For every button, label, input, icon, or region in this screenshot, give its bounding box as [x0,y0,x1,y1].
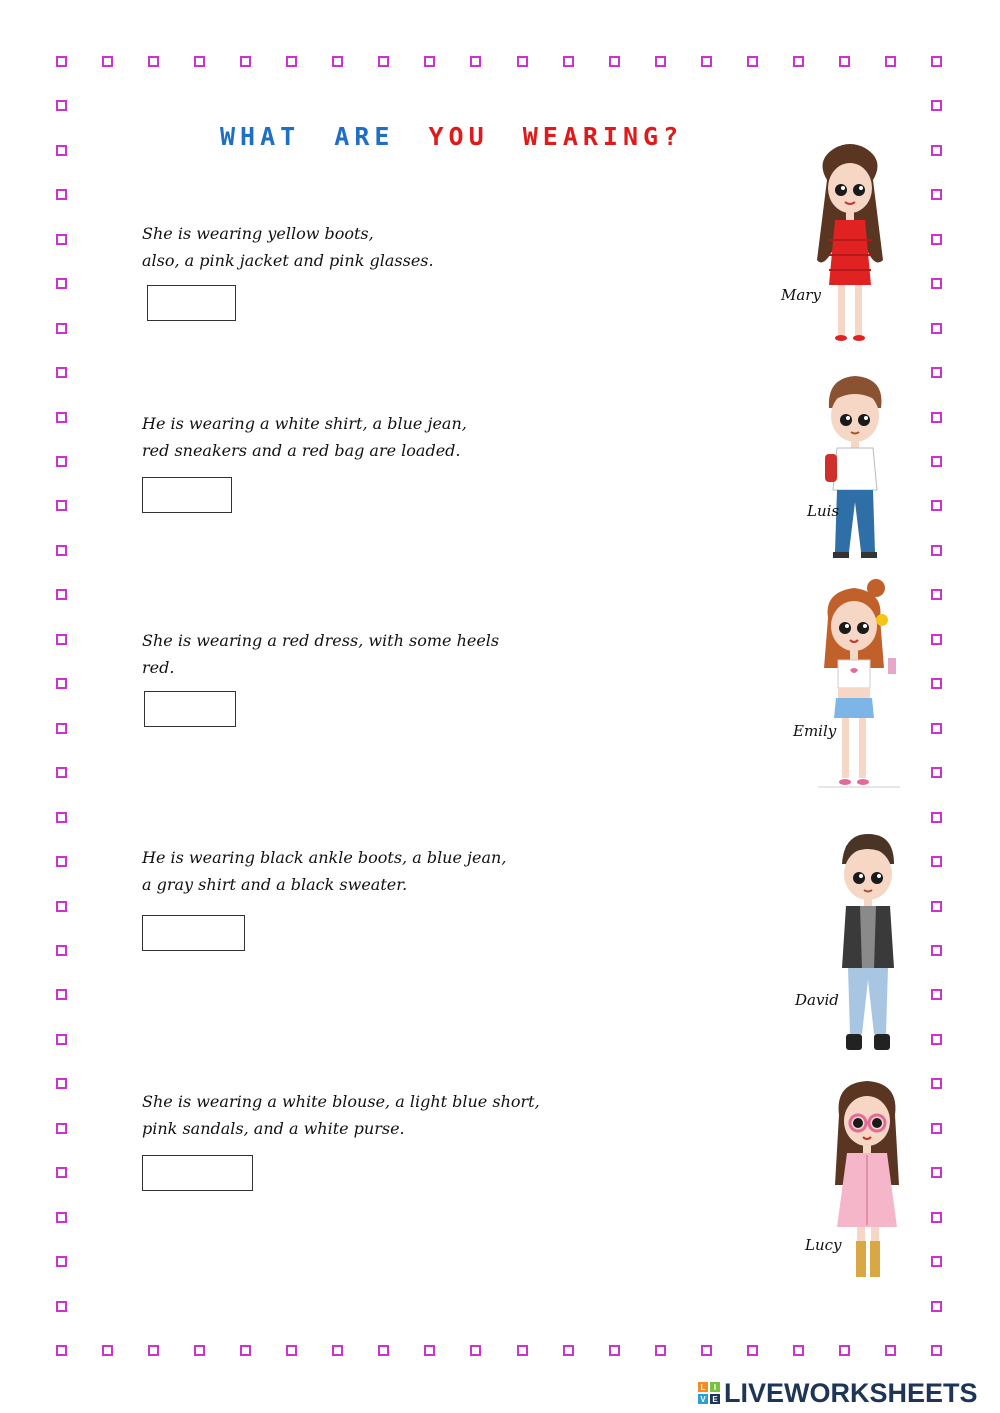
border-square [56,145,67,156]
exercise-3-line-1: She is wearing a red dress, with some heels [142,631,500,650]
exercise-2-description [142,410,467,464]
border-square [56,767,67,778]
border-square [240,56,251,67]
border-square [517,1345,528,1356]
border-square [931,456,942,467]
border-square [240,1345,251,1356]
border-square [56,989,67,1000]
border-square [931,323,942,334]
exercise-1-line-1: She is wearing yellow boots, [142,224,374,243]
border-square [655,56,666,67]
border-square [931,1256,942,1267]
border-square [56,1212,67,1223]
border-square [102,1345,113,1356]
border-square [701,56,712,67]
border-square [102,56,113,67]
border-square [56,189,67,200]
liveworksheets-logo-icon [698,1382,720,1404]
exercise-1-answer-input[interactable] [147,285,236,321]
border-square [56,1301,67,1312]
border-square [56,1256,67,1267]
border-square [56,723,67,734]
exercise-1-description [142,220,434,274]
border-square [931,1078,942,1089]
border-square [793,56,804,67]
border-square [56,323,67,334]
border-square [931,278,942,289]
border-square [56,545,67,556]
border-square [931,367,942,378]
border-square [56,1034,67,1045]
border-square [931,901,942,912]
logo-text: LIVEWORKSHEETS [724,1377,978,1408]
border-square [931,1123,942,1134]
border-square [56,1078,67,1089]
border-square [931,234,942,245]
character-name-lucy: Lucy [805,1236,842,1254]
exercise-3-line-2: red. [142,658,175,677]
border-square [931,812,942,823]
emily-illustration [810,578,905,790]
title-word-what: WHAT [220,122,301,151]
border-square [378,1345,389,1356]
luis-illustration [815,372,895,562]
character-name-luis: Luis [807,502,840,520]
border-square [56,456,67,467]
border-square [931,723,942,734]
border-square [56,1345,67,1356]
border-square [470,56,481,67]
border-square [885,56,896,67]
logo-icon-letter-e: E [712,1395,718,1404]
border-square [793,1345,804,1356]
border-square [332,1345,343,1356]
border-square [931,856,942,867]
border-square [747,1345,758,1356]
border-square [56,278,67,289]
border-square [56,500,67,511]
character-name-mary: Mary [781,286,821,304]
border-square [56,589,67,600]
exercise-2-line-2: red sneakers and a red bag are loaded. [142,441,461,460]
border-square [194,1345,205,1356]
border-square [56,412,67,423]
border-square [56,945,67,956]
page-title [220,122,697,151]
logo-icon-letter-v: V [700,1395,706,1404]
border-square [286,56,297,67]
border-square [931,678,942,689]
border-square [655,1345,666,1356]
border-square [931,412,942,423]
border-square [194,56,205,67]
border-square [931,189,942,200]
border-square [56,901,67,912]
logo-icon-letter-i: I [713,1383,717,1392]
exercise-4-line-1: He is wearing black ankle boots, a blue jean, [142,848,507,867]
border-square [931,1212,942,1223]
border-square [56,367,67,378]
border-square [931,545,942,556]
border-square [424,1345,435,1356]
border-square [931,767,942,778]
border-square [378,56,389,67]
exercise-3-description [142,627,499,681]
border-square [563,1345,574,1356]
border-square [56,1167,67,1178]
david-illustration [828,830,908,1058]
border-square [931,500,942,511]
character-name-emily: Emily [793,722,837,740]
border-square [931,589,942,600]
border-square [56,678,67,689]
exercise-4-line-2: a gray shirt and a black sweater. [142,875,408,894]
border-square [56,634,67,645]
border-square [424,56,435,67]
border-square [609,56,620,67]
border-square [56,812,67,823]
border-square [148,1345,159,1356]
exercise-1-line-2: also, a pink jacket and pink glasses. [142,251,434,270]
border-square [701,1345,712,1356]
border-square [931,945,942,956]
border-square [148,56,159,67]
border-square [56,856,67,867]
border-square [470,1345,481,1356]
logo-icon-letter-l: L [700,1383,706,1392]
border-square [56,56,67,67]
border-square [931,145,942,156]
border-square [885,1345,896,1356]
border-square [56,1123,67,1134]
border-square [839,1345,850,1356]
border-square [56,234,67,245]
exercise-2-line-1: He is wearing a white shirt, a blue jean, [142,414,467,433]
border-square [839,56,850,67]
border-square [931,1034,942,1045]
exercise-5-answer-input[interactable] [142,1155,253,1191]
border-square [563,56,574,67]
border-square [931,634,942,645]
liveworksheets-logo [698,1378,978,1408]
border-square [609,1345,620,1356]
exercise-4-description [142,844,506,898]
border-square [517,56,528,67]
border-square [931,56,942,67]
border-square [931,100,942,111]
title-word-wearing: WEARING? [522,122,684,151]
character-name-david: David [795,991,839,1009]
border-square [286,1345,297,1356]
exercise-3-answer-input[interactable] [144,691,236,727]
exercise-4-answer-input[interactable] [142,915,245,951]
mary-illustration [805,140,895,345]
exercise-5-description [142,1088,540,1142]
title-word-are: ARE [334,122,395,151]
exercise-5-line-1: She is wearing a white blouse, a light blue short, [142,1092,540,1111]
exercise-5-line-2: pink sandals, and a white purse. [142,1119,405,1138]
border-square [931,1167,942,1178]
border-square [747,56,758,67]
border-square [931,989,942,1000]
title-word-you: YOU [428,122,489,151]
border-square [931,1301,942,1312]
border-square [56,100,67,111]
border-square [332,56,343,67]
border-square [931,1345,942,1356]
exercise-2-answer-input[interactable] [142,477,232,513]
